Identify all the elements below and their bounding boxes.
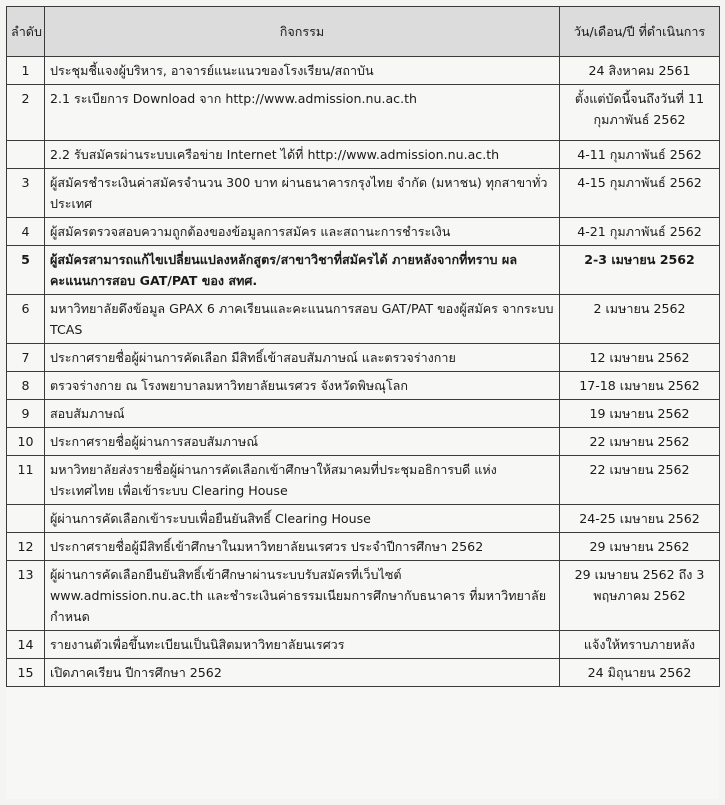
row-date: 2-3 เมษายน 2562 [560,246,720,295]
row-activity: มหาวิทยาลัยดึงข้อมูล GPAX 6 ภาคเรียนและคะแนนการสอบ GAT/PAT ของผู้สมัคร จากระบบ TCAS [45,295,560,344]
table-row [7,428,720,456]
schedule-document [6,6,719,799]
row-activity: ประชุมชี้แจงผู้บริหาร, อาจารย์แนะแนวของโรงเรียน/สถาบัน [45,57,560,85]
table-row [7,295,720,344]
row-date: 24-25 เมษายน 2562 [560,505,720,533]
table-row [7,561,720,631]
table-row [7,659,720,687]
row-no: 7 [7,344,45,372]
header-activity: กิจกรรม [45,7,560,57]
row-no: 9 [7,400,45,428]
row-activity: 2.2 รับสมัครผ่านระบบเครือข่าย Internet ได้ที่ http://www.admission.nu.ac.th [45,141,560,169]
row-no: 3 [7,169,45,218]
header-date: วัน/เดือน/ปี ที่ดำเนินการ [560,7,720,57]
row-date: 22 เมษายน 2562 [560,456,720,505]
row-date: 19 เมษายน 2562 [560,400,720,428]
table-row [7,372,720,400]
row-no: 2 [7,85,45,141]
row-activity: ผู้ผ่านการคัดเลือกยืนยันสิทธิ์เข้าศึกษาผ่านระบบรับสมัครที่เว็บไซต์ www.admission.nu.ac.th และชำระเงินค่าธรรมเนียมการศึกษากับธนาคาร ที่มหาวิทยาลัยกำหนด [45,561,560,631]
row-date: ตั้งแต่บัดนี้จนถึงวันที่ 11 กุมภาพันธ์ 2562 [560,85,720,141]
table-row [7,141,720,169]
row-no: 12 [7,533,45,561]
row-no: 13 [7,561,45,631]
row-no: 11 [7,456,45,505]
row-activity: ประกาศรายชื่อผู้ผ่านการคัดเลือก มีสิทธิ์เข้าสอบสัมภาษณ์ และตรวจร่างกาย [45,344,560,372]
row-activity: ผู้สมัครชำระเงินค่าสมัครจำนวน 300 บาท ผ่านธนาคารกรุงไทย จำกัด (มหาชน) ทุกสาขาทั่วประเทศ [45,169,560,218]
row-activity: รายงานตัวเพื่อขึ้นทะเบียนเป็นนิสิตมหาวิทยาลัยนเรศวร [45,631,560,659]
row-date: 4-15 กุมภาพันธ์ 2562 [560,169,720,218]
row-activity: ผู้ผ่านการคัดเลือกเข้าระบบเพื่อยืนยันสิทธิ์ Clearing House [45,505,560,533]
row-no: 10 [7,428,45,456]
table-row [7,631,720,659]
table-row [7,246,720,295]
row-activity: ตรวจร่างกาย ณ โรงพยาบาลมหาวิทยาลัยนเรศวร จังหวัดพิษณุโลก [45,372,560,400]
table-row [7,533,720,561]
row-activity: 2.1 ระเบียการ Download จาก http://www.admission.nu.ac.th [45,85,560,141]
row-activity: เปิดภาคเรียน ปีการศึกษา 2562 [45,659,560,687]
row-activity: สอบสัมภาษณ์ [45,400,560,428]
table-row [7,505,720,533]
table-row [7,456,720,505]
row-no: 15 [7,659,45,687]
row-date: 24 มิถุนายน 2562 [560,659,720,687]
row-no: 4 [7,218,45,246]
row-activity: ผู้สมัครตรวจสอบความถูกต้องของข้อมูลการสมัคร และสถานะการชำระเงิน [45,218,560,246]
row-no: 8 [7,372,45,400]
table-header-row [7,7,720,57]
row-date: 17-18 เมษายน 2562 [560,372,720,400]
row-activity: ผู้สมัครสามารถแก้ไขเปลี่ยนแปลงหลักสูตร/สาขาวิชาที่สมัครได้ ภายหลังจากที่ทราบ ผลคะแนนการสอบ GAT/PAT ของ สทศ. [45,246,560,295]
row-no [7,505,45,533]
table-row [7,400,720,428]
table-row [7,218,720,246]
header-no: ลำดับ [7,7,45,57]
table-row [7,57,720,85]
row-no [7,141,45,169]
row-date: แจ้งให้ทราบภายหลัง [560,631,720,659]
row-no: 6 [7,295,45,344]
row-date: 2 เมษายน 2562 [560,295,720,344]
row-activity: ประกาศรายชื่อผู้มีสิทธิ์เข้าศึกษาในมหาวิทยาลัยนเรศวร ประจำปีการศึกษา 2562 [45,533,560,561]
row-date: 22 เมษายน 2562 [560,428,720,456]
row-no: 14 [7,631,45,659]
row-date: 12 เมษายน 2562 [560,344,720,372]
row-no: 1 [7,57,45,85]
row-no: 5 [7,246,45,295]
table-row [7,169,720,218]
row-date: 4-11 กุมภาพันธ์ 2562 [560,141,720,169]
row-date: 4-21 กุมภาพันธ์ 2562 [560,218,720,246]
row-activity: ประกาศรายชื่อผู้ผ่านการสอบสัมภาษณ์ [45,428,560,456]
row-date: 29 เมษายน 2562 [560,533,720,561]
row-date: 29 เมษายน 2562 ถึง 3 พฤษภาคม 2562 [560,561,720,631]
row-activity: มหาวิทยาลัยส่งรายชื่อผู้ผ่านการคัดเลือกเข้าศึกษาให้สมาคมที่ประชุมอธิการบดี แห่งประเทศไทย เพื่อเข้าระบบ Clearing House [45,456,560,505]
table-row [7,85,720,141]
row-date: 24 สิงหาคม 2561 [560,57,720,85]
schedule-table [6,6,720,687]
table-row [7,344,720,372]
